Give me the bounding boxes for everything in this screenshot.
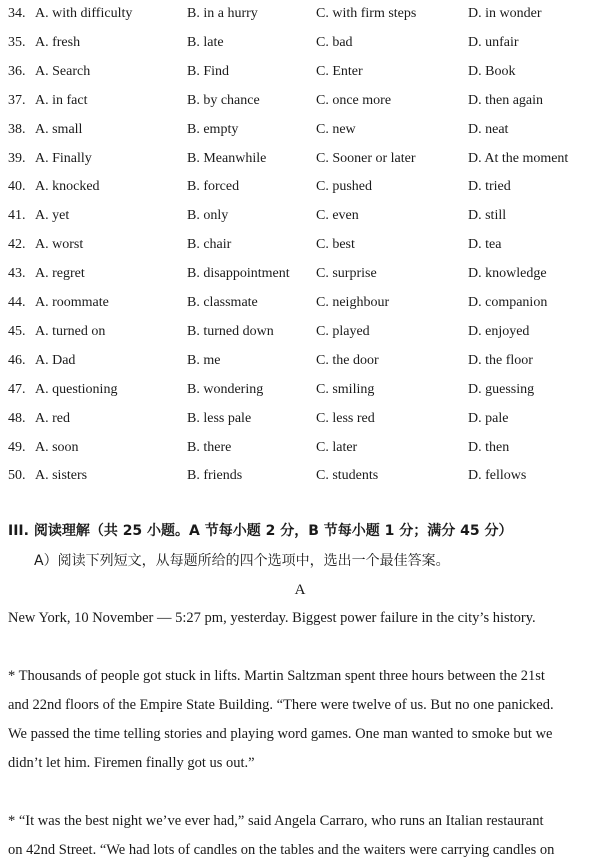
option-b: B. forced bbox=[187, 179, 240, 195]
passage-label: A bbox=[294, 582, 306, 598]
section-instruction: A）阅读下列短文，从每题所给的四个选项中，选出一个最佳答案。 bbox=[34, 553, 450, 569]
question-number: 48. bbox=[8, 410, 26, 426]
option-a: A. turned on bbox=[35, 323, 106, 339]
option-d: D. in wonder bbox=[468, 6, 542, 21]
question-row bbox=[0, 148, 600, 170]
option-c: C. less red bbox=[316, 410, 375, 426]
option-c: C. the door bbox=[316, 352, 379, 368]
option-d: D. knowledge bbox=[468, 266, 547, 282]
option-a: A. with difficulty bbox=[35, 6, 133, 21]
option-b: B. Find bbox=[187, 63, 230, 79]
option-a: A. red bbox=[35, 410, 70, 426]
option-b: B. chair bbox=[187, 237, 232, 253]
question-row bbox=[0, 292, 600, 314]
question-number: 45. bbox=[8, 323, 26, 339]
option-b: B. Meanwhile bbox=[187, 150, 267, 166]
question-row bbox=[0, 321, 600, 343]
option-c: C. later bbox=[316, 439, 358, 455]
passage-line: on 42nd Street. “We had lots of candles on the tables and the waiters were carrying candles on bbox=[8, 842, 555, 858]
option-a: A. roommate bbox=[35, 295, 109, 310]
question-row bbox=[0, 437, 600, 459]
passage-line: and 22nd floors of the Empire State Building. “There were twelve of us. But no one panicked. bbox=[8, 697, 554, 713]
option-b: B. friends bbox=[187, 468, 243, 484]
option-b: B. by chance bbox=[187, 92, 260, 108]
option-c: C. played bbox=[316, 323, 370, 339]
question-row bbox=[0, 408, 600, 430]
option-d: D. guessing bbox=[468, 381, 535, 397]
option-d: D. fellows bbox=[468, 468, 527, 484]
option-b: B. disappointment bbox=[187, 266, 290, 282]
question-number: 35. bbox=[8, 34, 26, 50]
question-number: 39. bbox=[8, 150, 26, 166]
option-d: D. pale bbox=[468, 410, 509, 426]
option-d: D. unfair bbox=[468, 34, 519, 50]
option-c: C. best bbox=[316, 237, 355, 253]
option-c: C. new bbox=[316, 121, 356, 137]
passage-line: New York, 10 November — 5:27 pm, yesterday. Biggest power failure in the city’s history. bbox=[8, 610, 536, 626]
option-a: A. small bbox=[35, 121, 83, 137]
option-a: A. Finally bbox=[35, 150, 92, 166]
option-b: B. empty bbox=[187, 121, 239, 137]
option-b: B. less pale bbox=[187, 410, 252, 426]
question-number: 49. bbox=[8, 439, 26, 455]
option-b: B. classmate bbox=[187, 295, 258, 310]
option-a: A. in fact bbox=[35, 92, 88, 108]
option-b: B. late bbox=[187, 34, 224, 50]
question-row bbox=[0, 61, 600, 83]
question-number: 43. bbox=[8, 266, 26, 282]
question-number: 47. bbox=[8, 381, 26, 397]
section-title: III. 阅读理解（共 25 小题。A 节每小题 2 分，B 节每小题 1 分；满分 45 分） bbox=[8, 523, 513, 539]
option-b: B. turned down bbox=[187, 323, 274, 339]
option-d: D. the floor bbox=[468, 352, 533, 368]
option-d: D. then again bbox=[468, 92, 544, 108]
option-b: B. me bbox=[187, 352, 221, 368]
option-a: A. Search bbox=[35, 63, 91, 79]
option-d: D. enjoyed bbox=[468, 323, 530, 339]
question-row bbox=[0, 32, 600, 54]
option-b: B. only bbox=[187, 208, 229, 224]
option-c: C. smiling bbox=[316, 381, 375, 397]
option-c: C. Sooner or later bbox=[316, 150, 416, 166]
option-c: C. Enter bbox=[316, 63, 363, 79]
question-number: 41. bbox=[8, 208, 26, 224]
option-a: A. sisters bbox=[35, 468, 88, 484]
option-b: B. there bbox=[187, 439, 232, 455]
option-c: C. once more bbox=[316, 92, 392, 108]
option-a: A. knocked bbox=[35, 179, 100, 195]
question-number: 36. bbox=[8, 63, 26, 79]
option-d: D. companion bbox=[468, 295, 548, 310]
question-number: 37. bbox=[8, 92, 26, 108]
option-a: A. Dad bbox=[35, 352, 76, 368]
option-d: D. tea bbox=[468, 237, 502, 253]
question-row bbox=[0, 263, 600, 285]
option-d: D. still bbox=[468, 208, 507, 224]
passage-line: We passed the time telling stories and playing word games. One man wanted to smoke but we bbox=[8, 726, 553, 742]
question-number: 44. bbox=[8, 295, 26, 310]
question-number: 38. bbox=[8, 121, 26, 137]
option-d: D. tried bbox=[468, 179, 511, 195]
option-a: A. worst bbox=[35, 237, 84, 253]
option-c: C. surprise bbox=[316, 266, 377, 282]
option-a: A. fresh bbox=[35, 34, 81, 50]
option-a: A. regret bbox=[35, 266, 85, 282]
option-c: C. neighbour bbox=[316, 295, 390, 310]
passage-line: didn’t let him. Firemen finally got us out.” bbox=[8, 755, 255, 771]
question-row bbox=[0, 379, 600, 401]
question-row bbox=[0, 205, 600, 227]
option-c: C. students bbox=[316, 468, 379, 484]
option-c: C. pushed bbox=[316, 179, 372, 195]
passage-line: * Thousands of people got stuck in lifts. Martin Saltzman spent three hours between the 21st bbox=[8, 668, 545, 684]
question-number: 46. bbox=[8, 352, 26, 368]
option-a: A. questioning bbox=[35, 381, 118, 397]
question-row bbox=[0, 234, 600, 256]
option-a: A. yet bbox=[35, 208, 70, 224]
option-d: D. Book bbox=[468, 63, 516, 79]
option-d: D. then bbox=[468, 439, 510, 455]
option-c: C. even bbox=[316, 208, 359, 224]
option-c: C. with firm steps bbox=[316, 6, 417, 21]
option-b: B. in a hurry bbox=[187, 6, 258, 21]
question-number: 34. bbox=[8, 6, 26, 21]
option-c: C. bad bbox=[316, 34, 353, 50]
question-row bbox=[0, 350, 600, 372]
option-a: A. soon bbox=[35, 439, 79, 455]
option-d: D. neat bbox=[468, 121, 509, 137]
question-row bbox=[0, 176, 600, 198]
passage-line: * “It was the best night we’ve ever had,” said Angela Carraro, who runs an Italian restaurant bbox=[8, 813, 544, 829]
question-row bbox=[0, 3, 600, 25]
question-number: 40. bbox=[8, 179, 26, 195]
question-number: 42. bbox=[8, 237, 26, 253]
question-row bbox=[0, 119, 600, 141]
question-row bbox=[0, 90, 600, 112]
question-number: 50. bbox=[8, 468, 26, 484]
option-d: D. At the moment bbox=[468, 150, 569, 166]
question-row bbox=[0, 465, 600, 487]
option-b: B. wondering bbox=[187, 381, 264, 397]
